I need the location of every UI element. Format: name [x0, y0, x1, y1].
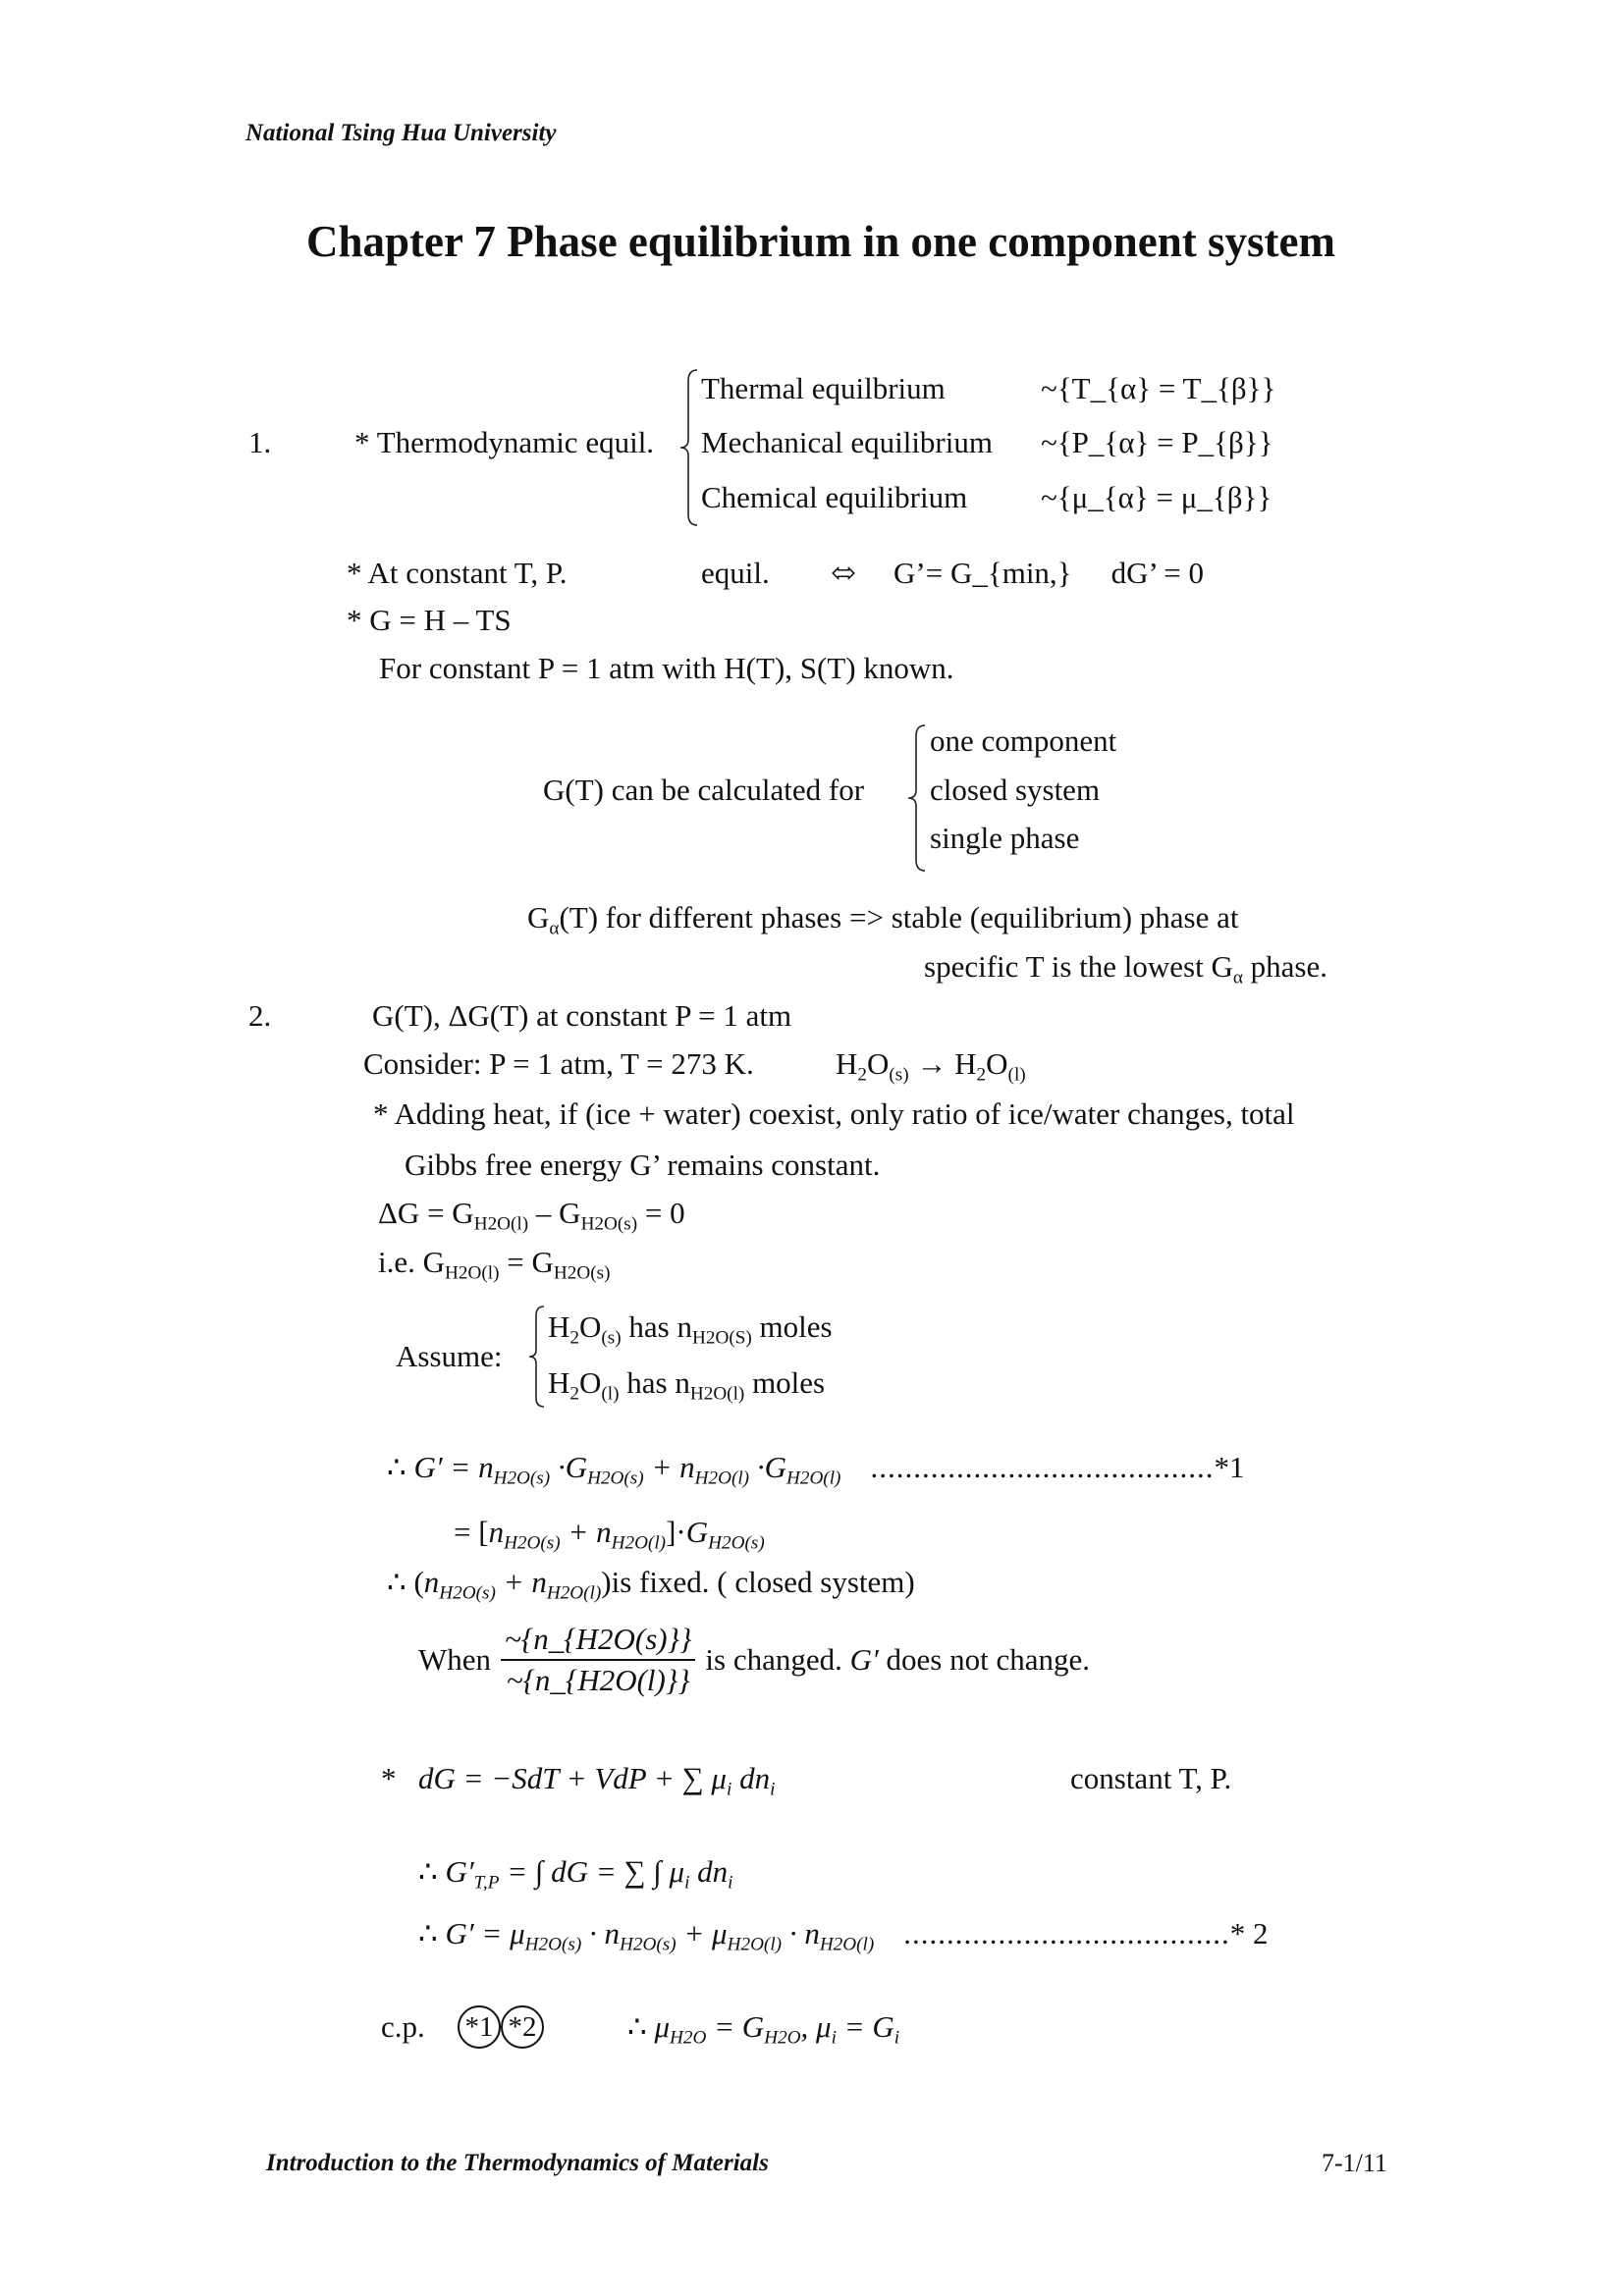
subscript: i: [770, 1779, 776, 1800]
page-number: 7-1/11: [1322, 2149, 1387, 2177]
equation-2-tag: * 2: [1229, 1916, 1269, 1950]
subscript: H2O(l): [819, 1934, 875, 1955]
chemical-equation: ~{μ_{α} = μ_{β}}: [1041, 480, 1272, 514]
assume-label: Assume:: [396, 1339, 503, 1373]
subscript: (l): [601, 1383, 620, 1405]
subscript: H2O(s): [553, 1262, 611, 1284]
subscript: α: [1232, 967, 1243, 988]
subscript: H2O(l): [694, 1468, 750, 1489]
changed-text: is changed. G′ does not change.: [705, 1642, 1090, 1677]
g-h-ts-text: * G = H – TS: [347, 603, 512, 637]
math-italic: $n_{H2O(s)} + n_{H2O(l)}$: [423, 1565, 602, 1604]
chemical-label: Chemical equilibrium: [701, 480, 968, 514]
when-label: When: [418, 1642, 492, 1677]
left-brace: [679, 369, 699, 526]
integral-equation: ∴ $G'_{T,P}$ = ∫ dG = ∑ ∫ $\mu_i$ $dn_i$: [418, 1854, 733, 1894]
subscript: H2O(s): [439, 1582, 496, 1604]
math-italic: dG = −SdT + VdP + ∑ $\mu_i$ $dn_i$: [418, 1761, 776, 1800]
ratio-fraction: [501, 1620, 695, 1700]
iff-arrow-icon: ⬄: [831, 556, 856, 590]
star-mark: *: [381, 1761, 397, 1795]
subscript: H2O(l): [473, 1213, 529, 1235]
subscript: i: [728, 1872, 733, 1894]
subscript: H2O(l): [546, 1582, 602, 1604]
assume-solid: $H_2O_{(s)}$ has $n_{H2O(S)}$ moles: [548, 1309, 833, 1349]
subscript: H2O(l): [785, 1468, 841, 1489]
math-italic: $G' = n_{H2O(s)} \cdot G_{H2O(s)} + n_{H2O(l)} \cdot G_{H2O(l)}$: [413, 1450, 841, 1489]
dg-equation: [418, 1761, 775, 1808]
subscript: 2: [976, 1064, 987, 1086]
subscript: H2O(S): [691, 1327, 752, 1349]
subscript: H2O(s): [620, 1934, 677, 1955]
constant-p-text: For constant P = 1 atm with H(T), S(T) known.: [379, 651, 954, 685]
subscript: α: [549, 918, 560, 939]
math-italic: $G' = \mu_{H2O(s)} \cdot n_{H2O(s)} + \mu_{H2O(l)} \cdot n_{H2O(l)}$: [445, 1916, 875, 1955]
page-title: Chapter 7 Phase equilibrium in one component system: [306, 217, 1335, 266]
equation-1b: = $[n_{H2O(s)} + n_{H2O(l)}]\cdot G_{H2O(s)}$: [454, 1515, 765, 1554]
math-italic: $G_{H2O(s)}$: [685, 1515, 765, 1554]
delta-g-equation: $\Delta G = G_{H2O(l)} - G_{H2O(s)} = 0$: [378, 1196, 685, 1235]
subscript: (l): [1007, 1064, 1026, 1086]
subscript: 2: [569, 1327, 579, 1349]
subscript: H2O: [764, 2027, 801, 2049]
result-equation: ∴ $\mu_{H2O} = G_{H2O}$, $\mu_i = G_i$: [627, 2009, 900, 2049]
fraction-numerator: ~{n_{H2O(s)}}: [501, 1620, 695, 1661]
gmin-dg-row: [893, 556, 1204, 591]
reaction-text: $H_2O_{(s)} \to H_2O_{(l)}$: [836, 1046, 1026, 1086]
subscript: T,P: [473, 1872, 500, 1894]
subscript: i: [831, 2027, 837, 2049]
subscript: (s): [601, 1327, 622, 1349]
mechanical-label: Mechanical equilibrium: [701, 425, 993, 459]
assume-brace: [528, 1306, 546, 1408]
subscript: (s): [889, 1064, 909, 1086]
subscript: i: [893, 2027, 900, 2049]
equation-1-tag: *1: [1214, 1450, 1245, 1484]
equil-text: equil.: [701, 556, 770, 590]
equation-1: ∴ $G' = n_{H2O(s)} \cdot G_{H2O(s)} + n_{H2O(l)} \cdot G_{H2O(l)}$: [387, 1450, 841, 1489]
conditions-brace: [907, 724, 927, 872]
condition-one-component: one component: [930, 723, 1117, 758]
subscript: H2O(l): [611, 1532, 667, 1554]
subscript: H2O(l): [689, 1383, 745, 1405]
subscript: 2: [857, 1064, 867, 1086]
assume-liquid: $H_2O_{(l)}$ has $n_{H2O(l)}$ moles: [548, 1365, 826, 1405]
consider-text: Consider: P = 1 atm, T = 273 K.: [363, 1046, 754, 1081]
math-italic: G′: [849, 1642, 879, 1677]
subscript: i: [726, 1779, 732, 1800]
gmin-text: G’= G_{min,}: [893, 556, 1072, 590]
circled-ref-2: *2: [501, 2005, 544, 2049]
condition-single-phase: single phase: [930, 821, 1080, 855]
fraction-denominator: ~{n_{H2O(l)}}: [506, 1663, 690, 1697]
adding-heat-text: * Adding heat, if (ice + water) coexist, only ratio of ice/water changes, total: [373, 1096, 1295, 1131]
subscript: H2O(l): [727, 1934, 783, 1955]
compare-circles: [458, 2005, 544, 2049]
mechanical-equation: ~{P_{α} = P_{β}}: [1041, 425, 1273, 459]
subscript: H2O(s): [587, 1468, 644, 1489]
subscript: H2O(s): [708, 1532, 765, 1554]
math-italic: $\mu_{H2O} = G_{H2O}$, $\mu_i = G_i$: [654, 2009, 900, 2049]
condition-closed-system: closed system: [930, 773, 1101, 807]
subscript: H2O(s): [493, 1468, 551, 1489]
equation-1-row: [387, 1450, 1244, 1497]
subscript: i: [684, 1872, 690, 1894]
section-2-number: 2.: [248, 998, 272, 1033]
gibbs-text: Gibbs free energy G’ remains constant.: [405, 1148, 881, 1182]
specific-t-text: specific T is the lowest $G_\alpha$ phase.: [924, 949, 1327, 988]
thermodynamic-equil-label: * Thermodynamic equil.: [354, 425, 655, 459]
subscript: H2O(s): [580, 1213, 638, 1235]
when-row: [418, 1620, 1090, 1700]
university-header: National Tsing Hua University: [245, 120, 557, 146]
dg-zero-text: dG’ = 0: [1110, 556, 1204, 590]
math-italic: $n_{H2O(s)} + n_{H2O(l)}$: [488, 1515, 667, 1554]
equation-1-dots: ........................................: [870, 1450, 1215, 1484]
ie-equation: i.e. $G_{H2O(l)} = G_{H2O(s)}$: [378, 1245, 611, 1284]
footer-book-title: Introduction to the Thermodynamics of Materials: [266, 2150, 769, 2176]
equation-1c: ∴ $(n_{H2O(s)} + n_{H2O(l)})is$ fixed. ( closed system): [387, 1565, 915, 1604]
subscript: H2O(l): [445, 1262, 500, 1284]
equation-2-row: [418, 1916, 1269, 1963]
section-1-number: 1.: [248, 425, 272, 459]
equation-2-dots: ......................................: [903, 1916, 1230, 1950]
equation-2: ∴ $G' = \mu_{H2O(s)} \cdot n_{H2O(s)} + \mu_{H2O(l)} \cdot n_{H2O(l)}$: [418, 1916, 875, 1955]
thermal-label: Thermal equilbrium: [701, 371, 946, 405]
galpha-text: $G_\alpha(T)$ for different phases => stable (equilibrium) phase at: [527, 900, 1239, 939]
constant-tp-label: constant T, P.: [1070, 1761, 1232, 1795]
thermal-equation: ~{T_{α} = T_{β}}: [1041, 371, 1276, 405]
subscript: H2O: [670, 2027, 707, 2049]
section-2-heading: G(T), ΔG(T) at constant P = 1 atm: [372, 998, 792, 1033]
subscript: H2O(s): [504, 1532, 561, 1554]
cp-label: c.p.: [381, 2009, 425, 2044]
subscript: H2O(s): [524, 1934, 582, 1955]
circled-ref-1: *1: [458, 2005, 501, 2049]
constant-tp-text: * At constant T, P.: [347, 556, 568, 590]
subscript: 2: [569, 1383, 579, 1405]
gt-calc-text: G(T) can be calculated for: [543, 773, 865, 807]
math-italic: $G'_{T,P}$ = ∫ dG = ∑ ∫ $\mu_i$ $dn_i$: [445, 1854, 733, 1894]
